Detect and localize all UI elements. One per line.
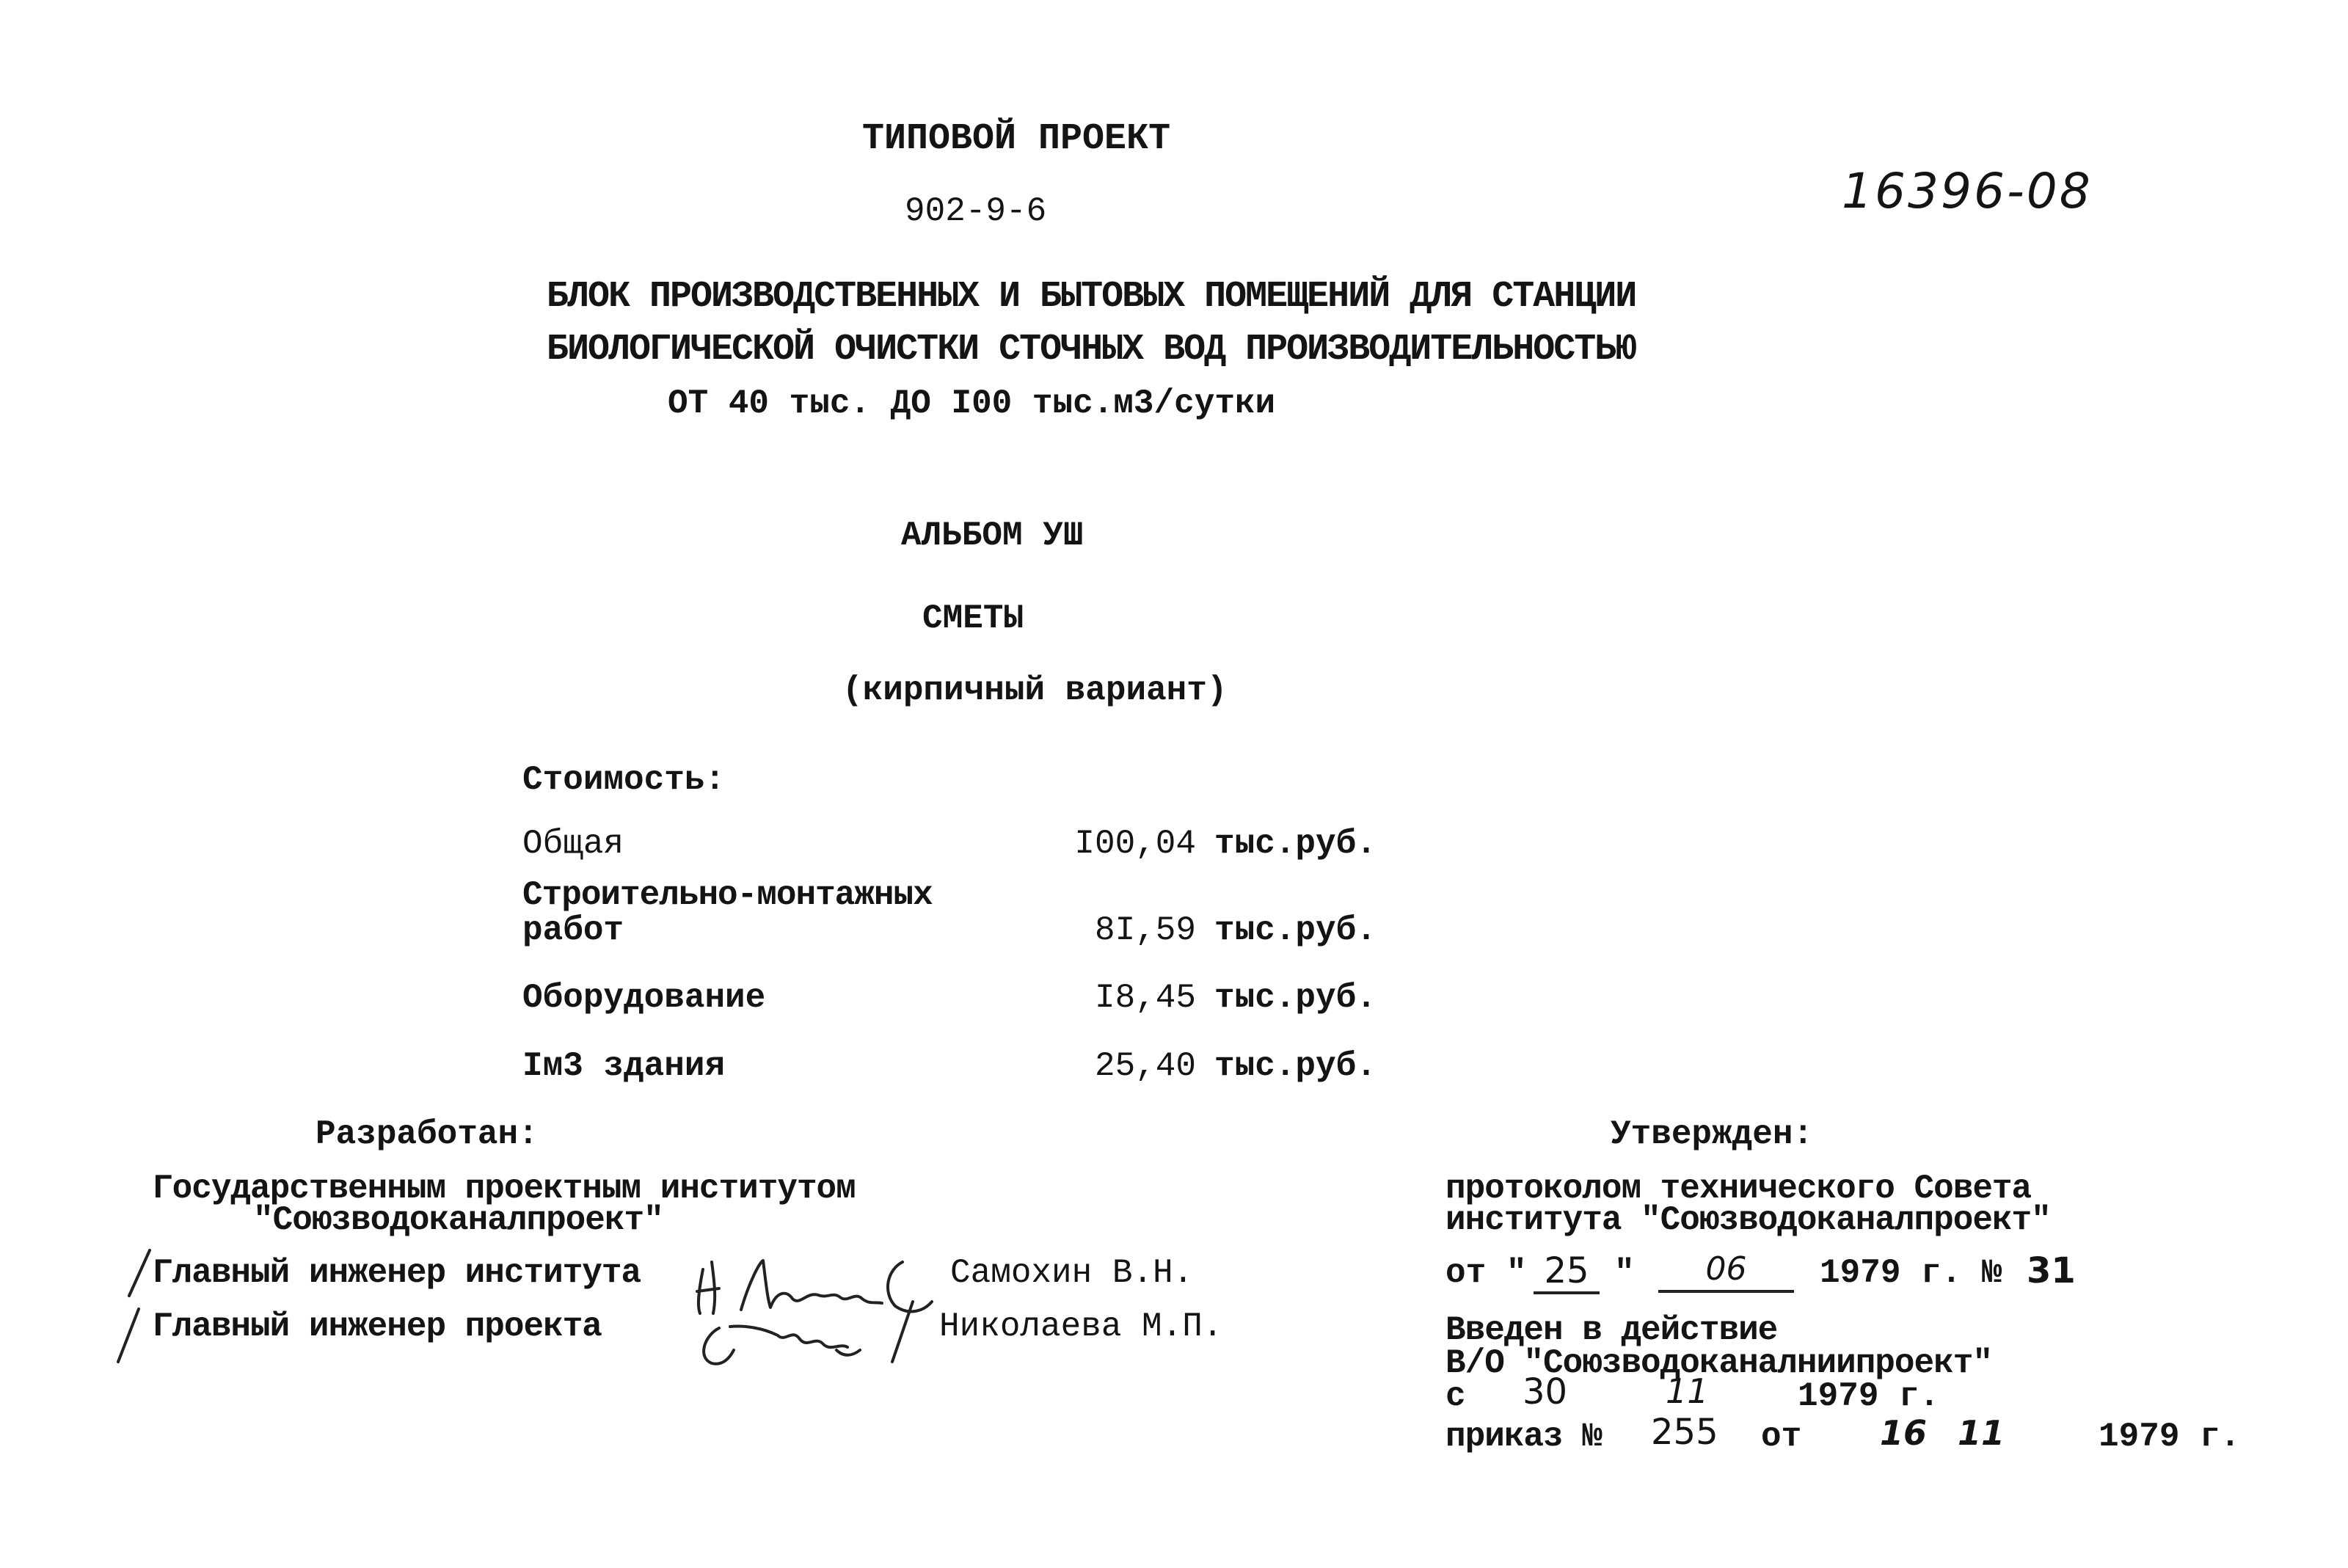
project-number: 902-9-6 bbox=[905, 192, 1047, 230]
cost-unit-total: тыс.руб. bbox=[1214, 825, 1377, 863]
approved-date-year: 1979 г. № bbox=[1820, 1254, 2002, 1292]
cost-value-construction: 8I,59 bbox=[1094, 911, 1196, 949]
section-title: СМЕТЫ bbox=[922, 599, 1024, 638]
approved-date-prefix: от " bbox=[1445, 1254, 1527, 1292]
title-line-2: БИОЛОГИЧЕСКОЙ ОЧИСТКИ СТОЧНЫХ ВОД ПРОИЗВОДИТЕЛЬНОСТЬЮ bbox=[547, 329, 1636, 371]
separator-mark bbox=[888, 1299, 917, 1365]
cost-value-equipment: I8,45 bbox=[1094, 979, 1196, 1017]
cost-unit-construction: тыс.руб. bbox=[1214, 911, 1377, 949]
order-month: 11 bbox=[1958, 1413, 2005, 1453]
approved-line-1: протоколом технического Совета bbox=[1445, 1170, 2032, 1208]
signature-nikolaeva bbox=[690, 1299, 866, 1372]
enacted-line-2: В/О "Союзводоканалниипроект" bbox=[1445, 1344, 1992, 1382]
cost-label-construction: Строительно-монтажных bbox=[522, 876, 933, 914]
album-label: АЛЬБОМ УШ bbox=[901, 517, 1084, 555]
title-line-3: ОТ 40 тыс. ДО I00 тыс.м3/сутки bbox=[668, 384, 1276, 423]
cost-unit-equipment: тыс.руб. bbox=[1214, 979, 1377, 1017]
cost-label-construction-2: работ bbox=[522, 911, 624, 949]
variant-label: (кирпичный вариант) bbox=[842, 671, 1228, 710]
cost-label-per-m3: Iм3 здания bbox=[522, 1047, 726, 1085]
enacted-from-year: 1979 г. bbox=[1798, 1377, 1940, 1415]
developed-heading: Разработан: bbox=[316, 1115, 539, 1153]
approved-protocol-number: 31 bbox=[2027, 1250, 2076, 1291]
title-line-1: БЛОК ПРОИЗВОДСТВЕННЫХ И БЫТОВЫХ ПОМЕЩЕНИЙ ДЛЯ СТАНЦИИ bbox=[547, 276, 1636, 318]
cost-unit-per-m3: тыс.руб. bbox=[1214, 1047, 1377, 1085]
order-number: 255 bbox=[1651, 1412, 1718, 1453]
margin-mark-1 bbox=[125, 1247, 154, 1299]
approved-heading: Утвержден: bbox=[1611, 1115, 1814, 1153]
inventory-number: 16396-08 bbox=[1842, 163, 2093, 219]
cost-label-total: Общая bbox=[522, 825, 624, 863]
enacted-from-day: 30 bbox=[1523, 1371, 1568, 1412]
project-type: ТИПОВОЙ ПРОЕКТ bbox=[862, 118, 1171, 160]
cost-heading: Стоимость: bbox=[522, 761, 726, 799]
approved-date-mid: " bbox=[1614, 1254, 1635, 1292]
cost-label-equipment: Оборудование bbox=[522, 979, 766, 1017]
enacted-line-1: Введен в действие bbox=[1445, 1311, 1778, 1349]
enacted-from-month: 11 bbox=[1666, 1371, 1709, 1411]
order-prefix: приказ № bbox=[1445, 1418, 1602, 1456]
chief-project-role: Главный инженер проекта bbox=[153, 1308, 602, 1346]
cost-value-total: I00,04 bbox=[1074, 825, 1196, 863]
margin-mark-2 bbox=[114, 1306, 143, 1365]
chief-institute-role: Главный инженер института bbox=[153, 1254, 641, 1292]
chief-institute-name: Самохин В.Н. bbox=[950, 1254, 1194, 1292]
developed-org-line-1: Государственным проектным институтом bbox=[153, 1170, 856, 1208]
order-day: 16 bbox=[1880, 1413, 1928, 1453]
approved-line-2: института "Союзводоканалпроект" bbox=[1445, 1201, 2051, 1239]
approved-date-day: 25 bbox=[1534, 1253, 1600, 1294]
order-year: 1979 г. bbox=[2099, 1418, 2241, 1456]
order-from: от bbox=[1761, 1418, 1802, 1456]
developed-org-line-2: "Союзводоканалпроект" bbox=[253, 1201, 663, 1239]
approved-date-month: 06 bbox=[1658, 1253, 1794, 1293]
enacted-from-prefix: с bbox=[1445, 1377, 1466, 1415]
cost-value-per-m3: 25,40 bbox=[1094, 1047, 1196, 1085]
chief-project-name: Николаева М.П. bbox=[939, 1308, 1223, 1346]
